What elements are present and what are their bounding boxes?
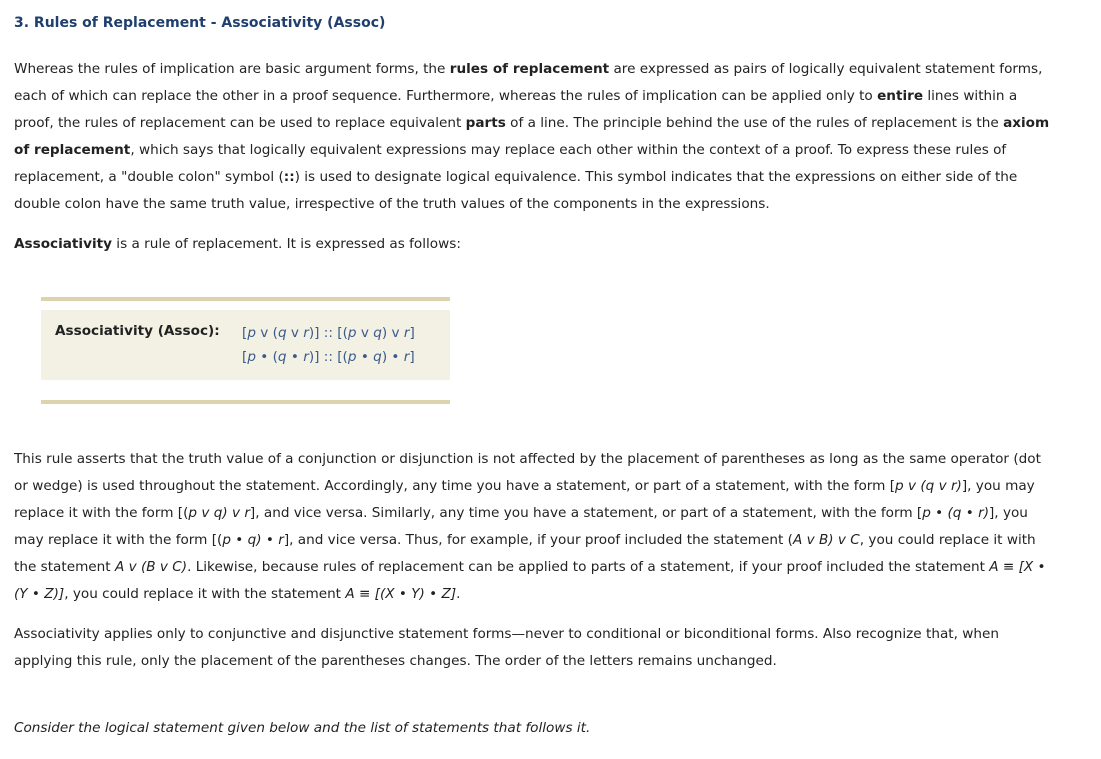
explanation-text-9: . bbox=[456, 586, 461, 602]
explanation-text-2: ], you may replace it with the form [( bbox=[14, 478, 1035, 521]
intro-bold-entire: entire bbox=[877, 88, 924, 104]
section-title: 3. Rules of Replacement - Associativity (Assoc) bbox=[14, 15, 386, 31]
assoc-intro-bold: Associativity bbox=[14, 236, 112, 252]
rule-forms bbox=[242, 321, 415, 369]
rule-box-bottom-divider bbox=[41, 400, 450, 404]
intro-paragraph bbox=[14, 56, 1054, 218]
explanation-text-5: ], and vice versa. Thus, for example, if your proof included the statement ( bbox=[283, 532, 793, 548]
intro-text-1: Whereas the rules of implication are basic argument forms, the bbox=[14, 61, 450, 77]
intro-bold-rules-of-replacement: rules of replacement bbox=[449, 61, 610, 77]
explanation-expr-2: p v q) v r bbox=[188, 505, 250, 521]
explanation-expr-5: A v B) v C bbox=[792, 532, 860, 548]
explanation-expr-7: A ≡ [X • (Y • Z)] bbox=[14, 559, 1046, 602]
assoc-intro-text: is a rule of replacement. It is expressed as follows: bbox=[111, 236, 461, 252]
explanation-text-8: , you could replace it with the statement bbox=[64, 586, 346, 602]
intro-bold-parts: parts bbox=[465, 115, 506, 131]
scope-note-paragraph: Associativity applies only to conjunctive and disjunctive statement forms—never to conditional or biconditional forms. Also recognize that, when applying this rule, only the placement of the parentheses changes. The order of the letters remains unchanged. bbox=[14, 626, 999, 669]
explanation-expr-3: p • (q • r) bbox=[922, 505, 989, 521]
explanation-text-7: . Likewise, because rules of replacement can be applied to parts of a statement, if your proof included the statement bbox=[187, 559, 990, 575]
intro-text-2: are expressed as pairs of logically equivalent statement forms, each of which can replace the other in a proof sequence. Furthermore, whereas the rules of implication can be applied only to bbox=[14, 61, 1043, 104]
rule-box bbox=[41, 297, 450, 405]
explanation-expr-1: p v (q v r) bbox=[895, 478, 962, 494]
rule-name: Associativity (Assoc): bbox=[55, 323, 220, 339]
explanation-expr-8: A ≡ [(X • Y) • Z] bbox=[345, 586, 457, 602]
assoc-intro-paragraph bbox=[14, 231, 1054, 258]
explanation-text-4: ], you may replace it with the form [( bbox=[14, 505, 1028, 548]
rule-box-top-divider bbox=[41, 297, 450, 301]
intro-text-6: ) is used to designate logical equivalence. This symbol indicates that the expressions on either side of the double colon have the same truth value, irrespective of the truth values of the components in the expressions. bbox=[14, 169, 1018, 212]
intro-text-3: lines within a proof, the rules of replacement can be used to replace equivalent bbox=[14, 88, 1018, 131]
intro-text-4: of a line. The principle behind the use of the rules of replacement is the bbox=[505, 115, 1004, 131]
explanation-text-6: , you could replace it with the statement bbox=[14, 532, 1036, 575]
explanation-paragraph bbox=[14, 446, 1054, 608]
rule-form-conjunction: [p • (q • r)] :: [(p • q) • r] bbox=[242, 349, 415, 365]
intro-bold-axiom: axiom of replacement bbox=[14, 115, 1050, 158]
rule-form-disjunction: [p v (q v r)] :: [(p v q) v r] bbox=[242, 325, 415, 341]
explanation-text-3: ], and vice versa. Similarly, any time you have a statement, or part of a statement, with the form [ bbox=[249, 505, 923, 521]
explanation-expr-4: p • q) • r bbox=[222, 532, 284, 548]
rule-panel bbox=[41, 310, 450, 380]
explanation-expr-6: A v (B v C) bbox=[114, 559, 188, 575]
explanation-text-1: This rule asserts that the truth value of a conjunction or disjunction is not affected by the placement of parentheses as long as the same operator (dot or wedge) is used throughout the statement. Accordingly, any time you have a statement, or part of a statement, with the form [ bbox=[14, 451, 1041, 494]
instruction-text: Consider the logical statement given below and the list of statements that follows it. bbox=[14, 720, 591, 736]
intro-text-5: , which says that logically equivalent expressions may replace each other within the context of a proof. To express these rules of replacement, a "double colon" symbol ( bbox=[14, 142, 1007, 185]
intro-bold-double-colon: :: bbox=[283, 169, 295, 185]
